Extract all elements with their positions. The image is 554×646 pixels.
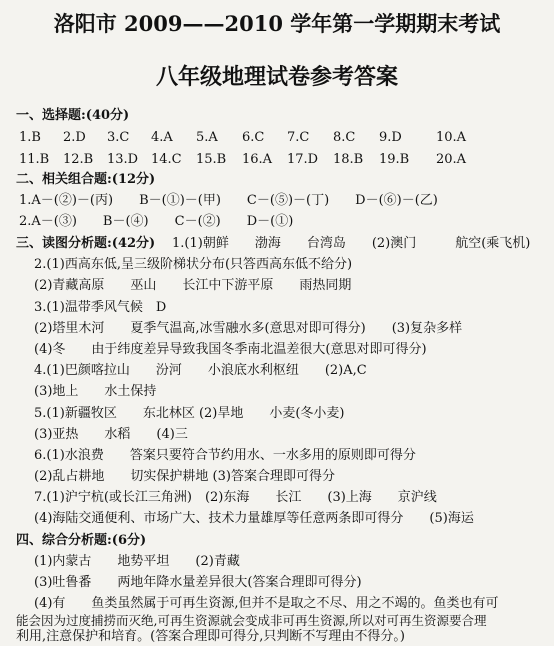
choice-answers-row-1 [19, 130, 482, 146]
choice-answer: 16.A [242, 152, 273, 167]
choice-answer: 14.C [151, 152, 182, 167]
map-answer-line: (3)亚热 水稻 (4)三 [34, 426, 188, 442]
matching-answers-1: 1.A－(②)－(丙) B－(①)－(甲) C－(⑤)－(丁) D－(⑥)－(乙) [19, 193, 438, 208]
map-answer-line: 1.(1)朝鲜 渤海 台湾岛 (2)澳门 航空(乘飞机) [172, 236, 531, 251]
map-answer-line: (2)青藏高原 巫山 长江中下游平原 雨热同期 [34, 278, 352, 294]
map-answer-line: 7.(1)沪宁杭(或长江三角洲) (2)东海 长江 (3)上海 京沪线 [34, 490, 437, 506]
section-1-heading: 一、选择题:(40分) [16, 108, 130, 123]
choice-answer: 3.C [107, 130, 130, 145]
choice-answer: 1.B [19, 130, 41, 145]
answer-key-title: 八年级地理试卷参考答案 [155, 64, 398, 90]
choice-answer: 18.B [333, 152, 364, 167]
choice-answer: 6.C [242, 130, 265, 145]
map-answer-line: 6.(1)水浪费 答案只要符合节约用水、一水多用的原则即可得分 [34, 447, 416, 463]
map-answer-line: (3)地上 水土保持 [34, 384, 157, 400]
map-answer-line: 4.(1)巴颜喀拉山 汾河 小浪底水利枢纽 (2)A,C [34, 363, 367, 379]
analysis-answer-line: 利用,注意保护和培育。(答案合理即可得分,只判断不写理由不得分。) [16, 629, 405, 644]
choice-answer: 8.C [333, 130, 356, 145]
section-2-heading: 二、相关组合题:(12分) [16, 172, 156, 187]
choice-answer: 5.A [196, 130, 218, 145]
map-answer-line: (4)海陆交通便利、市场广大、技术力量雄厚等任意两条即可得分 (5)海运 [34, 511, 474, 527]
map-answer-line: (4)冬 由于纬度差异导致我国冬季南北温差很大(意思对即可得分) [34, 341, 427, 357]
map-answer-line: (2)塔里木河 夏季气温高,冰雪融水多(意思对即可得分) (3)复杂多样 [34, 320, 463, 336]
choice-answer: 10.A [436, 130, 467, 145]
choice-answer: 2.D [63, 130, 86, 145]
exam-title: 洛阳市 2009——2010 学年第一学期期末考试 [53, 11, 501, 36]
choice-answer: 15.B [196, 152, 227, 167]
map-answer-line: (2)乱占耕地 切实保护耕地 (3)答案合理即可得分 [34, 469, 335, 485]
section-3-heading: 三、读图分析题:(42分) [16, 236, 156, 251]
choice-answers-row-2 [19, 152, 482, 168]
analysis-answer-line: (3)吐鲁番 两地年降水量差异很大(答案合理即可得分) [34, 575, 362, 591]
choice-answer: 12.B [63, 152, 94, 167]
choice-answer: 7.C [287, 130, 310, 145]
matching-answers-2: 2.A－(③) B－(④) C－(②) D－(①) [19, 214, 294, 229]
choice-answer: 17.D [287, 152, 319, 167]
section-4-heading: 四、综合分析题:(6分) [16, 532, 147, 548]
choice-answer: 4.A [151, 130, 173, 145]
choice-answer: 11.B [19, 152, 50, 167]
map-answer-line: 2.(1)西高东低,呈三级阶梯状分布(只答西高东低不给分) [34, 257, 353, 273]
analysis-answer-line: (1)内蒙古 地势平坦 (2)青藏 [34, 553, 240, 569]
map-answer-line: 5.(1)新疆牧区 东北林区 (2)旱地 小麦(冬小麦) [34, 405, 345, 421]
analysis-answer-line: 能会因为过度捕捞而灭绝,可再生资源就会变成非可再生资源,所以对可再生资源要合理 [16, 612, 487, 628]
choice-answer: 9.D [379, 130, 402, 145]
choice-answer: 20.A [436, 152, 467, 167]
analysis-answer-line: (4)有 鱼类虽然属于可再生资源,但并不是取之不尽、用之不竭的。鱼类也有可 [34, 596, 499, 612]
map-answer-line: 3.(1)温带季风气候 D [34, 299, 167, 315]
choice-answer: 19.B [379, 152, 410, 167]
choice-answer: 13.D [107, 152, 139, 167]
